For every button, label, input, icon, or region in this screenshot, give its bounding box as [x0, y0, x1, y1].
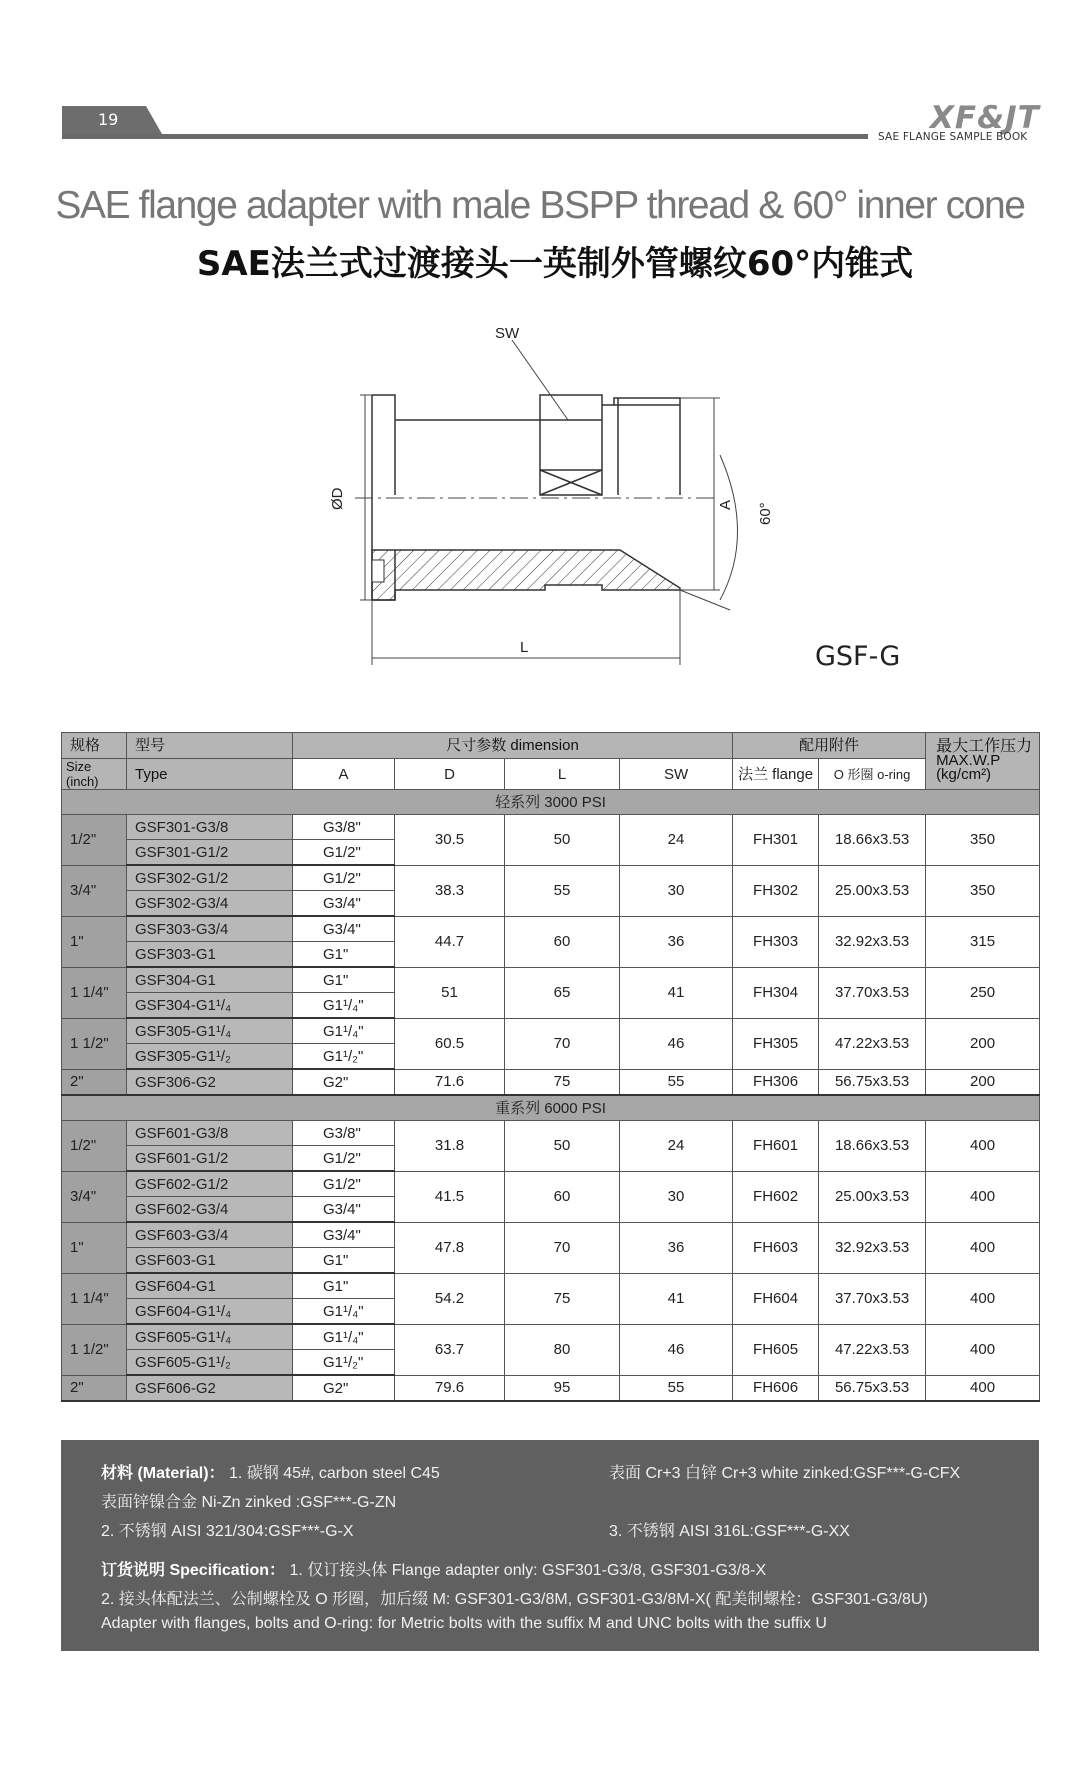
sw-cell: 41: [620, 1273, 733, 1324]
l-cell: 70: [505, 1018, 620, 1069]
spec-table: [61, 732, 1040, 1402]
header-rule: [62, 134, 868, 139]
sw-cell: 36: [620, 916, 733, 967]
l-cell: 70: [505, 1222, 620, 1273]
model-code: GSF-G: [815, 641, 901, 672]
type-cell: GSF601-G3/8: [127, 1121, 293, 1146]
type-cell: GSF303-G3/4: [127, 916, 293, 942]
d-cell: 41.5: [395, 1171, 505, 1222]
material-2: 2. 不锈钢 AISI 321/304:GSF***-G-X: [101, 1523, 354, 1540]
sw-cell: 30: [620, 1171, 733, 1222]
diameter-label: ØD: [329, 487, 346, 510]
d-cell: 79.6: [395, 1375, 505, 1401]
a-cell: G1": [293, 1273, 395, 1299]
brand-subtitle: SAE FLANGE SAMPLE BOOK: [878, 131, 1028, 143]
l-cell: 55: [505, 865, 620, 916]
flange-cell: FH603: [733, 1222, 819, 1273]
wp-cell: 350: [926, 865, 1040, 916]
a-cell: G3/4": [293, 916, 395, 942]
wp-cell: 200: [926, 1069, 1040, 1095]
type-cell: GSF602-G1/2: [127, 1171, 293, 1197]
header-col-flange: 法兰 flange: [733, 759, 819, 790]
header-col-sw: SW: [620, 759, 733, 790]
a-cell: G3/8": [293, 815, 395, 840]
wp-cell: 400: [926, 1375, 1040, 1401]
flange-cell: FH604: [733, 1273, 819, 1324]
sw-cell: 36: [620, 1222, 733, 1273]
l-cell: 60: [505, 916, 620, 967]
wp-cell: 350: [926, 815, 1040, 866]
sw-label: SW: [495, 325, 520, 342]
oring-cell: 47.22x3.53: [819, 1324, 926, 1375]
a-cell: G1": [293, 1248, 395, 1274]
d-cell: 51: [395, 967, 505, 1018]
dimension-a-label: A: [717, 499, 734, 510]
length-label: L: [520, 639, 529, 656]
type-cell: GSF303-G1: [127, 942, 293, 968]
a-cell: G1/2": [293, 1146, 395, 1172]
table-row: [62, 1018, 1040, 1044]
type-cell: GSF602-G3/4: [127, 1197, 293, 1223]
table-row: [62, 1171, 1040, 1197]
size-cell: 3/4": [62, 1171, 127, 1222]
header-col-a: A: [293, 759, 395, 790]
a-cell: G3/4": [293, 891, 395, 917]
l-cell: 95: [505, 1375, 620, 1401]
header-col-l: L: [505, 759, 620, 790]
type-cell: GSF606-G2: [127, 1375, 293, 1401]
header-size-en: Size (inch): [62, 759, 127, 790]
l-cell: 75: [505, 1069, 620, 1095]
type-cell: GSF301-G3/8: [127, 815, 293, 840]
size-cell: 1 1/2": [62, 1324, 127, 1375]
type-cell: GSF305-G1¹/₄: [127, 1018, 293, 1044]
d-cell: 47.8: [395, 1222, 505, 1273]
type-cell: GSF304-G1: [127, 967, 293, 993]
flange-cell: FH305: [733, 1018, 819, 1069]
wp-cell: 400: [926, 1273, 1040, 1324]
d-cell: 71.6: [395, 1069, 505, 1095]
oring-cell: 18.66x3.53: [819, 815, 926, 866]
oring-cell: 25.00x3.53: [819, 1171, 926, 1222]
a-cell: G1¹/₄": [293, 1299, 395, 1325]
flange-cell: FH602: [733, 1171, 819, 1222]
a-cell: G3/8": [293, 1121, 395, 1146]
size-cell: 1/2": [62, 815, 127, 866]
header-col-d: D: [395, 759, 505, 790]
material-cr: 表面 Cr+3 白锌 Cr+3 white zinked:GSF***-G-CFX: [609, 1465, 961, 1482]
spec-label: 订货说明 Specification：: [101, 1562, 286, 1579]
d-cell: 38.3: [395, 865, 505, 916]
l-cell: 50: [505, 1121, 620, 1172]
table-row: [62, 1273, 1040, 1299]
type-cell: GSF301-G1/2: [127, 840, 293, 866]
title-english: SAE flange adapter with male BSPP thread & 60° inner cone: [55, 184, 1025, 227]
table-row: [62, 916, 1040, 942]
oring-cell: 32.92x3.53: [819, 916, 926, 967]
material-label: 材料 (Material)：: [101, 1465, 225, 1482]
oring-cell: 47.22x3.53: [819, 1018, 926, 1069]
a-cell: G1¹/₂": [293, 1350, 395, 1376]
sw-cell: 55: [620, 1069, 733, 1095]
wp-cell: 315: [926, 916, 1040, 967]
sw-cell: 24: [620, 815, 733, 866]
size-cell: 1": [62, 1222, 127, 1273]
header-dimension: 尺寸参数 dimension: [293, 733, 733, 759]
wp-cell: 200: [926, 1018, 1040, 1069]
table-row: [62, 865, 1040, 891]
a-cell: G1/2": [293, 1171, 395, 1197]
flange-cell: FH606: [733, 1375, 819, 1401]
sw-cell: 46: [620, 1018, 733, 1069]
size-cell: 1 1/4": [62, 1273, 127, 1324]
spec-1: 1. 仅订接头体 Flange adapter only: GSF301-G3/8, GSF301-G3/8-X: [289, 1562, 767, 1579]
a-cell: G1¹/₂": [293, 1044, 395, 1070]
table-row: [62, 1324, 1040, 1350]
material-1: 1. 碳钢 45#, carbon steel C45: [229, 1465, 440, 1482]
size-cell: 1/2": [62, 1121, 127, 1172]
oring-cell: 32.92x3.53: [819, 1222, 926, 1273]
size-cell: 3/4": [62, 865, 127, 916]
a-cell: G1¹/₄": [293, 1324, 395, 1350]
wp-cell: 400: [926, 1171, 1040, 1222]
size-cell: 2": [62, 1069, 127, 1095]
sw-cell: 24: [620, 1121, 733, 1172]
sw-cell: 46: [620, 1324, 733, 1375]
header-size-cn: 规格: [62, 733, 127, 759]
d-cell: 44.7: [395, 916, 505, 967]
flange-cell: FH306: [733, 1069, 819, 1095]
wp-cell: 250: [926, 967, 1040, 1018]
a-cell: G2": [293, 1375, 395, 1401]
a-cell: G2": [293, 1069, 395, 1095]
type-cell: GSF305-G1¹/₂: [127, 1044, 293, 1070]
type-cell: GSF604-G1: [127, 1273, 293, 1299]
oring-cell: 56.75x3.53: [819, 1375, 926, 1401]
size-cell: 1 1/4": [62, 967, 127, 1018]
type-cell: GSF603-G1: [127, 1248, 293, 1274]
header-type-cn: 型号: [127, 733, 293, 759]
brand-logo: XF&JT: [930, 100, 1040, 136]
type-cell: GSF605-G1¹/₂: [127, 1350, 293, 1376]
angle-label: 60°: [757, 502, 774, 525]
sw-cell: 41: [620, 967, 733, 1018]
header-accessories: 配用附件: [733, 733, 926, 759]
spec-2: 2. 接头体配法兰、公制螺栓及 O 形圈，加后缀 M: GSF301-G3/8M, GSF301-G3/8M-X( 配美制螺栓：GSF301-G3/8U): [101, 1591, 928, 1608]
d-cell: 60.5: [395, 1018, 505, 1069]
l-cell: 75: [505, 1273, 620, 1324]
a-cell: G1/2": [293, 840, 395, 866]
flange-cell: FH302: [733, 865, 819, 916]
spec-3: Adapter with flanges, bolts and O-ring: for Metric bolts with the suffix M and UNC bolts with the suffix U: [101, 1615, 827, 1632]
a-cell: G1¹/₄": [293, 1018, 395, 1044]
type-cell: GSF304-G1¹/₄: [127, 993, 293, 1019]
section-heavy-title: 重系列 6000 PSI: [62, 1095, 1040, 1121]
type-cell: GSF302-G1/2: [127, 865, 293, 891]
type-cell: GSF604-G1¹/₄: [127, 1299, 293, 1325]
section-light-title: 轻系列 3000 PSI: [62, 790, 1040, 815]
type-cell: GSF601-G1/2: [127, 1146, 293, 1172]
flange-cell: FH303: [733, 916, 819, 967]
d-cell: 30.5: [395, 815, 505, 866]
l-cell: 60: [505, 1171, 620, 1222]
wp-cell: 400: [926, 1121, 1040, 1172]
type-cell: GSF302-G3/4: [127, 891, 293, 917]
l-cell: 50: [505, 815, 620, 866]
flange-cell: FH601: [733, 1121, 819, 1172]
table-row: [62, 1069, 1040, 1095]
flange-cell: FH605: [733, 1324, 819, 1375]
d-cell: 31.8: [395, 1121, 505, 1172]
size-cell: 2": [62, 1375, 127, 1401]
table-row: [62, 967, 1040, 993]
material-zn: 表面锌镍合金 Ni-Zn zinked :GSF***-G-ZN: [101, 1494, 397, 1511]
page-number: 19: [98, 110, 119, 129]
technical-drawing: [300, 320, 780, 680]
sw-cell: 55: [620, 1375, 733, 1401]
flange-cell: FH304: [733, 967, 819, 1018]
section-hatch: [372, 550, 680, 600]
header-col-oring: O 形圈 o-ring: [819, 759, 926, 790]
d-cell: 54.2: [395, 1273, 505, 1324]
table-row: [62, 815, 1040, 840]
table-row: [62, 1121, 1040, 1146]
wp-cell: 400: [926, 1324, 1040, 1375]
oring-cell: 25.00x3.53: [819, 865, 926, 916]
title-chinese: SAE法兰式过渡接头一英制外管螺纹60°内锥式: [196, 244, 914, 284]
wp-cell: 400: [926, 1222, 1040, 1273]
l-cell: 65: [505, 967, 620, 1018]
size-cell: 1 1/2": [62, 1018, 127, 1069]
l-cell: 80: [505, 1324, 620, 1375]
a-cell: G1/2": [293, 865, 395, 891]
type-cell: GSF605-G1¹/₄: [127, 1324, 293, 1350]
notes-panel: [61, 1440, 1039, 1651]
d-cell: 63.7: [395, 1324, 505, 1375]
type-cell: GSF306-G2: [127, 1069, 293, 1095]
oring-cell: 56.75x3.53: [819, 1069, 926, 1095]
type-cell: GSF603-G3/4: [127, 1222, 293, 1248]
oring-cell: 37.70x3.53: [819, 1273, 926, 1324]
a-cell: G1": [293, 967, 395, 993]
a-cell: G3/4": [293, 1197, 395, 1223]
table-row: [62, 1222, 1040, 1248]
size-cell: 1": [62, 916, 127, 967]
table-row: [62, 1375, 1040, 1401]
a-cell: G1": [293, 942, 395, 968]
flange-cell: FH301: [733, 815, 819, 866]
a-cell: G1¹/₄": [293, 993, 395, 1019]
oring-cell: 37.70x3.53: [819, 967, 926, 1018]
oring-cell: 18.66x3.53: [819, 1121, 926, 1172]
material-3: 3. 不锈钢 AISI 316L:GSF***-G-XX: [609, 1523, 850, 1540]
sw-cell: 30: [620, 865, 733, 916]
header-max-wp: 最大工作压力 MAX.W.P (kg/cm²): [926, 733, 1040, 790]
header-type-en: Type: [127, 759, 293, 790]
a-cell: G3/4": [293, 1222, 395, 1248]
